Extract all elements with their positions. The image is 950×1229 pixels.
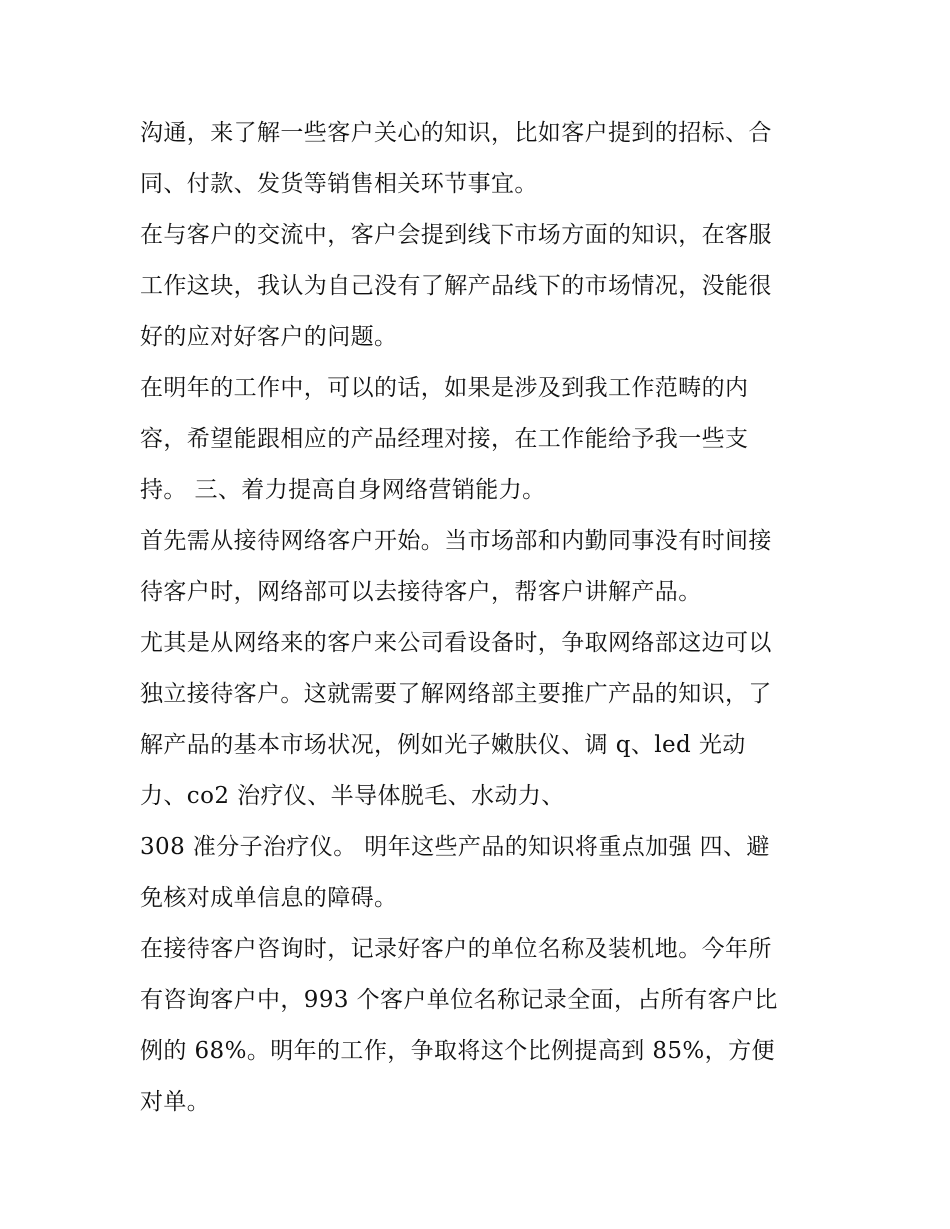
text-line: 独立接待客户。这就需要了解网络部主要推广产品的知识，了 bbox=[140, 681, 772, 707]
text-line: 待客户时，网络部可以去接待客户，帮客户讲解产品。 bbox=[140, 579, 702, 605]
text-line: 例的 68%。明年的工作，争取将这个比例提高到 85%，方便 bbox=[140, 1038, 775, 1064]
document-body bbox=[140, 108, 820, 1128]
text-line: 在与客户的交流中，客户会提到线下市场方面的知识，在客服 bbox=[140, 222, 772, 248]
text-line: 持。 三、着力提高自身网络营销能力。 bbox=[140, 477, 546, 503]
text-line: 在接待客户咨询时，记录好客户的单位名称及装机地。今年所 bbox=[140, 936, 772, 962]
text-line: 308 准分子治疗仪。 明年这些产品的知识将重点加强 四、避 bbox=[140, 834, 770, 860]
text-line: 首先需从接待网络客户开始。当市场部和内勤同事没有时间接 bbox=[140, 528, 772, 554]
text-line: 容，希望能跟相应的产品经理对接，在工作能给予我一些支 bbox=[140, 426, 749, 452]
text-line: 对单。 bbox=[140, 1089, 211, 1115]
text-line: 解产品的基本市场状况，例如光子嫩肤仪、调 q、led 光动 bbox=[140, 732, 746, 758]
text-line: 同、付款、发货等销售相关环节事宜。 bbox=[140, 171, 538, 197]
text-line: 沟通，来了解一些客户关心的知识，比如客户提到的招标、合 bbox=[140, 120, 772, 146]
text-line: 尤其是从网络来的客户来公司看设备时，争取网络部这边可以 bbox=[140, 630, 772, 656]
text-line: 工作这块，我认为自己没有了解产品线下的市场情况，没能很 bbox=[140, 273, 772, 299]
text-line: 免核对成单信息的障碍。 bbox=[140, 885, 398, 911]
text-line: 在明年的工作中，可以的话，如果是涉及到我工作范畴的内 bbox=[140, 375, 749, 401]
text-line: 好的应对好客户的问题。 bbox=[140, 324, 398, 350]
text-line: 有咨询客户中，993 个客户单位名称记录全面，占所有客户比 bbox=[140, 987, 778, 1013]
text-line: 力、co2 治疗仪、半导体脱毛、水动力、 bbox=[140, 783, 565, 809]
